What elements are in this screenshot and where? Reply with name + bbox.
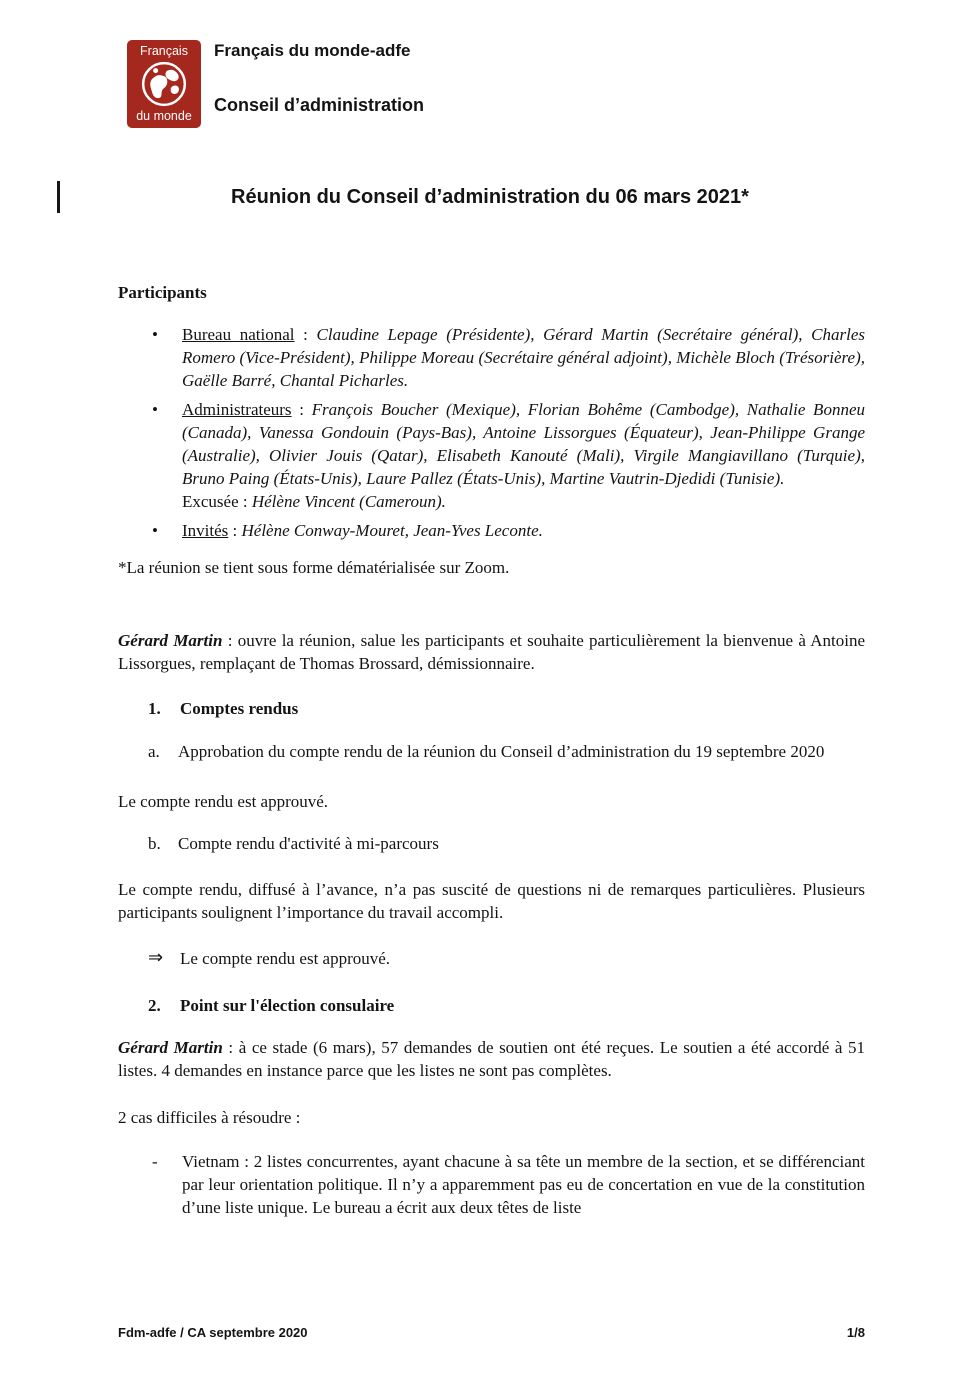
- item-text: Approbation du compte rendu de la réunion du Conseil d’administration du 19 septembre 2020: [178, 742, 825, 761]
- approval-statement: Le compte rendu est approuvé.: [118, 792, 329, 811]
- opening-text: ouvre la réunion, salue les participants et souhaite particulièrement la bienvenue à Antoine Lissorgues, remplaçant de Thomas Brossard, démissionnaire.: [118, 631, 865, 673]
- bullet-icon: •: [152, 521, 158, 540]
- section-1-heading: [118, 697, 865, 720]
- participant-group-label: Invités: [182, 521, 229, 540]
- participant-group-label: Bureau national: [182, 325, 295, 344]
- separator: :: [291, 400, 312, 419]
- zoom-footnote: *La réunion se tient sous forme dématérialisée sur Zoom.: [118, 558, 510, 577]
- separator: :: [222, 631, 238, 650]
- separator: :: [294, 325, 317, 344]
- speaker-name: Gérard Martin: [118, 1038, 223, 1057]
- bullet-icon: •: [152, 400, 158, 419]
- arrow-conclusion: [118, 947, 865, 970]
- vietnam-item: [118, 1150, 865, 1219]
- org-subtitle: Conseil d’administration: [214, 95, 425, 115]
- feedback-paragraph: Le compte rendu, diffusé à l’avance, n’a pas suscité de questions ni de remarques particulières. Plusieurs participants soulignent l’importance du travail accompli.: [118, 880, 865, 922]
- item-marker: a.: [148, 742, 160, 761]
- participants-list: [118, 323, 865, 542]
- globe-icon: [139, 59, 189, 109]
- speaker-name: Gérard Martin: [118, 631, 223, 650]
- list-item: [118, 323, 865, 392]
- section-number: 2.: [148, 996, 161, 1015]
- item-b: [118, 832, 865, 855]
- conclusion-text: Le compte rendu est approuvé.: [180, 949, 391, 968]
- document-body: [118, 281, 865, 1236]
- section-2-heading: [118, 994, 865, 1017]
- bullet-icon: •: [152, 325, 158, 344]
- participant-names: François Boucher (Mexique), Florian Bohême (Cambodge), Nathalie Bonneu (Canada), Vanessa Gondouin (Pays-Bas), Antoine Lissorgues (Équateur), Jean-Philippe Grange (Australie), Olivier Jouis (Qatar), Elisabeth Kanouté (Mali), Virgile Mangiavillano (Turquie), Bruno Paing (États-Unis), Laure Pallez (États-Unis), Martine Vautrin-Djedidi (Tunisie).: [182, 400, 865, 488]
- list-item: [118, 519, 865, 542]
- participant-names: Hélène Conway-Mouret, Jean-Yves Leconte.: [241, 521, 543, 540]
- status-text: à ce stade (6 mars), 57 demandes de soutien ont été reçues. Le soutien a été accordé à 51 listes. 4 demandes en instance parce que les listes ne sont pas complètes.: [118, 1038, 866, 1080]
- dash-icon: -: [152, 1152, 158, 1171]
- participants-heading: Participants: [118, 283, 207, 302]
- logo-text-bottom: du monde: [136, 109, 192, 123]
- status-paragraph: [118, 1036, 865, 1082]
- arrow-right-icon: ⇒: [148, 947, 164, 968]
- page-number: 1/8: [846, 1325, 865, 1340]
- section-heading-text: Comptes rendus: [180, 699, 299, 718]
- fdm-logo: [127, 40, 201, 128]
- opening-paragraph: [118, 629, 865, 675]
- participant-group-label: Administrateurs: [182, 400, 292, 419]
- list-item: [118, 398, 865, 513]
- org-name: Français du monde-adfe: [214, 41, 411, 60]
- footer-reference: Fdm-adfe / CA septembre 2020: [118, 1325, 308, 1340]
- section-number: 1.: [148, 699, 161, 718]
- item-marker: b.: [148, 834, 161, 853]
- header-text: [214, 40, 424, 128]
- document-header: [127, 40, 424, 128]
- section-heading-text: Point sur l'élection consulaire: [180, 996, 395, 1015]
- separator: :: [222, 1038, 239, 1057]
- separator: :: [228, 521, 242, 540]
- vietnam-text: Vietnam : 2 listes concurrentes, ayant chacune à sa tête un membre de la section, et se différenciant par leur orientation politique. Il n’y a apparemment pas eu de concertation en vue de la constitution d’une liste unique. Le bureau a écrit aux deux têtes de liste: [182, 1152, 865, 1217]
- logo-text-top: Français: [140, 44, 188, 58]
- item-a: [118, 740, 865, 763]
- excused-label: Excusée :: [182, 492, 252, 511]
- excused-names: Hélène Vincent (Cameroun).: [251, 492, 446, 511]
- participant-names: Claudine Lepage (Présidente), Gérard Martin (Secrétaire général), Charles Romero (Vice-Président), Philippe Moreau (Secrétaire général adjoint), Michèle Bloch (Trésorière), Gaëlle Barré, Chantal Picharles.: [182, 325, 865, 390]
- cases-intro: 2 cas difficiles à résoudre :: [118, 1108, 301, 1127]
- excused-line: [182, 490, 865, 513]
- item-text: Compte rendu d'activité à mi-parcours: [178, 834, 439, 853]
- page-title: Réunion du Conseil d’administration du 06 mars 2021*: [231, 186, 749, 208]
- page-footer: [118, 1325, 865, 1341]
